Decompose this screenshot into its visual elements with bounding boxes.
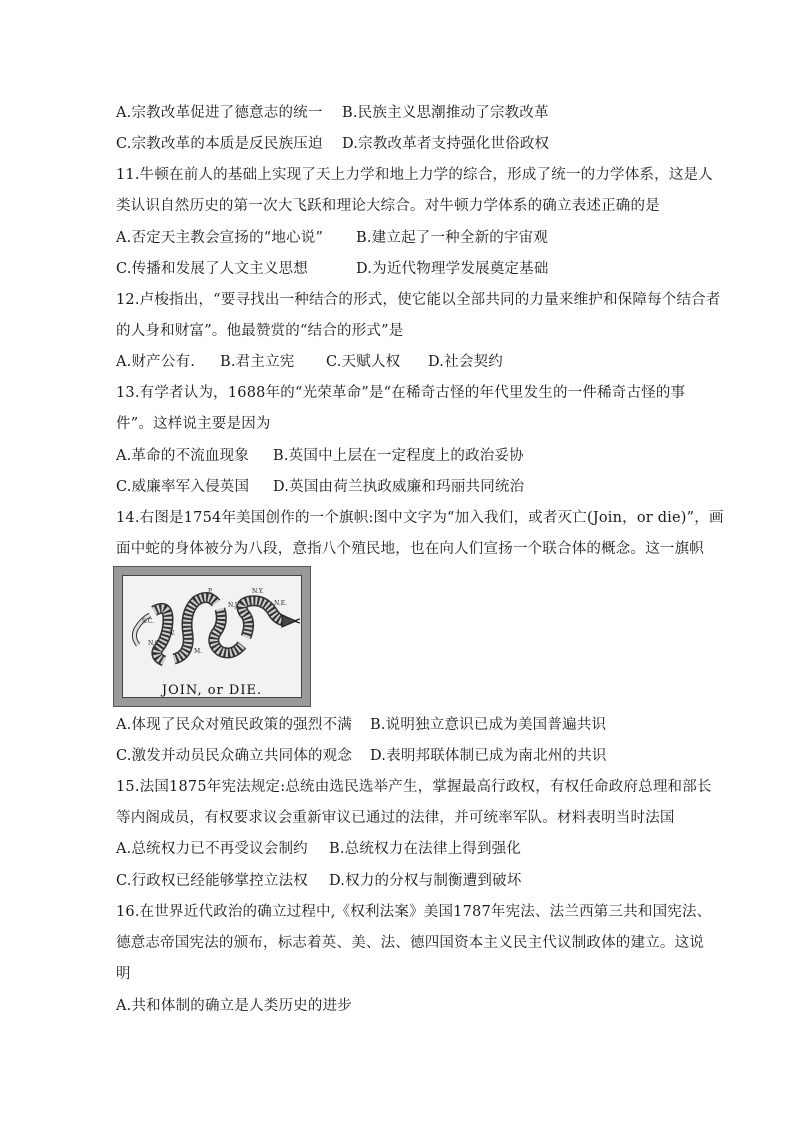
segment-label-sc: S.C. xyxy=(142,618,155,625)
option-15-a: A.总统权力已不再受议会制约 xyxy=(116,841,308,857)
segment-label-p: P. xyxy=(208,588,213,595)
segment-label-nj: N.J. xyxy=(228,602,239,609)
option-10-c: C.宗教改革的本质是反民族压迫 xyxy=(116,136,323,152)
option-14-b: B.说明独立意识已成为美国普遍共识 xyxy=(370,717,607,733)
option-13-d: D.英国由荷兰执政威廉和玛丽共同统治 xyxy=(273,479,525,495)
option-13-a: A.革命的不流血现象 xyxy=(116,448,250,464)
option-10-b: B.民族主义思潮推动了宗教改革 xyxy=(342,105,549,121)
snake-drawing xyxy=(124,575,300,675)
segment-label-ne: N.E. xyxy=(274,600,288,607)
segment-label-nc: N.C. xyxy=(148,640,162,647)
option-16-a: A.共和体制的确立是人类历史的进步 xyxy=(116,998,352,1014)
option-12-b: B.君主立宪 xyxy=(220,354,295,370)
question-15-stem-line2: 等内阁成员，有权要求议会重新审议已通过的法律，并可统率军队。材料表明当时法国 xyxy=(116,810,675,826)
question-11-stem-line2: 类认识自然历史的第一次大飞跃和理论大综合。对牛顿力学体系的确立表述正确的是 xyxy=(116,198,660,214)
option-11-a: A.否定天主教会宣扬的“地心说” xyxy=(116,230,324,246)
option-13-b: B.英国中上层在一定程度上的政治妥协 xyxy=(273,448,524,464)
question-13-stem-line2: 件”。这样说主要是因为 xyxy=(116,416,271,432)
question-16-stem-line3: 明 xyxy=(116,966,131,982)
option-14-a: A.体现了民众对殖民政策的强烈不满 xyxy=(116,717,352,733)
option-14-c: C.激发并动员民众确立共同体的观念 xyxy=(116,748,353,764)
option-14-d: D.表明邦联体制已成为南北州的共识 xyxy=(370,748,607,764)
option-15-d: D.权力的分权与制衡遭到破坏 xyxy=(329,873,522,889)
option-12-a: A.财产公有. xyxy=(116,354,196,370)
join-or-die-image xyxy=(113,566,311,707)
question-16-stem-line2: 德意志帝国宪法的颁布，标志着英、美、法、德四国资本主义民主代议制政体的建立。这说 xyxy=(116,935,704,951)
question-14-stem-line1: 14.右图是1754年美国创作的一个旗帜:图中文字为“加入我们，或者灭亡(Join，or die)”，画 xyxy=(116,510,724,526)
segment-label-v: V. xyxy=(170,630,176,637)
option-11-c: C.传播和发展了人文主义思想 xyxy=(116,261,308,277)
option-15-b: B.总统权力在法律上得到强化 xyxy=(329,841,522,857)
option-12-c: C.天赋人权 xyxy=(326,354,401,370)
image-caption: JOIN, or DIE. xyxy=(161,683,263,698)
question-13-stem-line1: 13.有学者认为，1688年的“光荣革命”是“在稀奇古怪的年代里发生的一件稀奇古怪的事 xyxy=(116,385,686,401)
option-13-c: C.威廉率军入侵英国 xyxy=(116,479,250,495)
option-15-c: C.行政权已经能够掌控立法权 xyxy=(116,873,308,889)
segment-label-ny: N.Y. xyxy=(252,588,264,595)
option-12-d: D.社会契约 xyxy=(428,354,503,370)
question-14-stem-line2: 面中蛇的身体被分为八段，意指八个殖民地，也在向人们宣扬一个联合体的概念。这一旗帜 xyxy=(116,541,704,557)
question-16-stem-line1: 16.在世界近代政治的确立过程中,《权利法案》美国1787年宪法、法兰西第三共和国宪法、 xyxy=(116,904,712,920)
option-11-b: B.建立起了一种全新的宇宙观 xyxy=(356,230,549,246)
question-12-stem-line1: 12.卢梭指出，“要寻找出一种结合的形式，使它能以全部共同的力量来维护和保障每个结合者 xyxy=(116,292,721,308)
segment-label-m: M. xyxy=(194,648,203,655)
option-10-a: A.宗教改革促进了德意志的统一 xyxy=(116,105,323,121)
question-15-stem-line1: 15.法国1875年宪法规定:总统由选民选举产生，掌握最高行政权，有权任命政府总理和部长 xyxy=(116,779,712,795)
option-11-d: D.为近代物理学发展奠定基础 xyxy=(356,261,549,277)
option-10-d: D.宗教改革者支持强化世俗政权 xyxy=(342,136,550,152)
question-11-stem-line1: 11.牛顿在前人的基础上实现了天上力学和地上力学的综合，形成了统一的力学体系，这是人 xyxy=(116,167,713,183)
question-12-stem-line2: 的人身和财富”。他最赞赏的“结合的形式”是 xyxy=(116,323,404,339)
